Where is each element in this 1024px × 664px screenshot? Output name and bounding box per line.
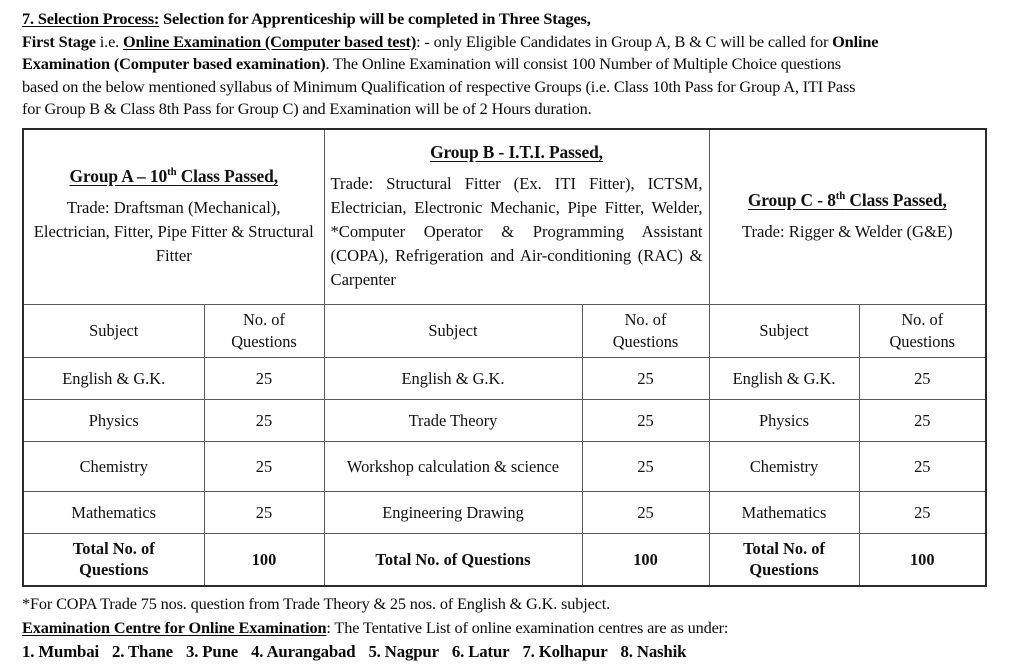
intro-line-5: for Group B & Class 8th Pass for Group C) and Examination will be of 2 Hours duration. <box>22 99 592 119</box>
header-subject-b: Subject <box>324 304 582 357</box>
questions-cell: 25 <box>859 491 986 533</box>
group-c-cell <box>709 129 986 305</box>
questions-cell: 25 <box>582 357 709 399</box>
subject-cell: Mathematics <box>709 491 859 533</box>
section-heading-rest: Selection for Apprenticeship will be completed in Three Stages, <box>159 9 591 28</box>
total-label-a: Total No. of Questions <box>23 533 204 586</box>
table-row <box>23 399 986 441</box>
header-questions-c: No. of Questions <box>859 304 986 357</box>
centre-item: 6. Latur <box>451 641 510 661</box>
intro-line-2 <box>22 31 1002 54</box>
group-a-cell <box>23 129 324 305</box>
group-c-title: Group C - 8th Class Passed, <box>747 189 947 210</box>
questions-cell: 25 <box>859 441 986 491</box>
questions-cell: 25 <box>204 399 324 441</box>
intro-line-4: based on the below mentioned syllabus of Minimum Qualification of respective Groups (i.e. Class 10th Pass for Group A, ITI Pass <box>22 76 856 96</box>
header-subject-a: Subject <box>23 304 204 357</box>
intro-line-2-ie: i.e. <box>95 31 123 51</box>
subject-cell: Physics <box>23 399 204 441</box>
online-examination-link: Online Examination (Computer based test) <box>123 31 417 51</box>
intro-line-2-bold-tail: Online <box>832 31 879 51</box>
intro-line-3 <box>22 53 1002 76</box>
footer-notes <box>22 592 1002 664</box>
centre-item: 5. Nagpur <box>368 641 439 661</box>
total-label-b: Total No. of Questions <box>324 533 582 586</box>
selection-process-paragraph <box>22 8 1002 121</box>
group-a-trades: Trade: Draftsman (Mechanical), Electrician, Fitter, Pipe Fitter & Structural Fitter <box>33 198 314 266</box>
subject-cell: Chemistry <box>709 441 859 491</box>
intro-line-2-text: : - only Eligible Candidates in Group A, B & C will be called for <box>416 31 833 51</box>
totals-row <box>23 533 986 586</box>
group-a-title: Group A – 10th Class Passed, <box>69 165 278 186</box>
centre-item: 1. Mumbai <box>22 641 99 661</box>
group-b-trades: Trade: Structural Fitter (Ex. ITI Fitter), ICTSM, Electrician, Electronic Mechanic, Pipe Fitter, Welder, *Computer Operator & Programming Assistant (COPA), Refrigeration and Air-conditioning (RAC) & Carpenter <box>330 174 703 290</box>
subject-cell: English & G.K. <box>324 357 582 399</box>
table-row <box>23 357 986 399</box>
centre-item: 8. Nashik <box>620 641 687 661</box>
intro-line-1 <box>22 8 1002 31</box>
subject-cell: Trade Theory <box>324 399 582 441</box>
header-questions-b: No. of Questions <box>582 304 709 357</box>
group-a-ordinal-suffix: th <box>167 165 177 178</box>
group-b-cell <box>324 129 709 305</box>
questions-cell: 25 <box>204 441 324 491</box>
total-label-c: Total No. of Questions <box>709 533 859 586</box>
questions-cell: 25 <box>859 399 986 441</box>
centre-item: 4. Aurangabad <box>251 641 356 661</box>
subject-cell: Mathematics <box>23 491 204 533</box>
subject-cell: English & G.K. <box>709 357 859 399</box>
table-row <box>23 491 986 533</box>
column-header-row <box>23 304 986 357</box>
total-value-a: 100 <box>204 533 324 586</box>
questions-cell: 25 <box>582 491 709 533</box>
subject-cell: Physics <box>709 399 859 441</box>
total-value-c: 100 <box>859 533 986 586</box>
group-header-row <box>23 129 986 305</box>
subject-cell: Chemistry <box>23 441 204 491</box>
group-c-ordinal-suffix: th <box>835 189 846 202</box>
group-b-title: Group B - I.T.I. Passed, <box>430 141 603 162</box>
table-row <box>23 441 986 491</box>
header-questions-a: No. of Questions <box>204 304 324 357</box>
questions-cell: 25 <box>859 357 986 399</box>
syllabus-table <box>22 128 987 587</box>
centre-item: 3. Pune <box>185 641 239 661</box>
subject-cell: English & G.K. <box>23 357 204 399</box>
copa-note: *For COPA Trade 75 nos. question from Trade Theory & 25 nos. of English & G.K. subject. <box>22 593 611 613</box>
intro-line-3-bold: Examination (Computer based examination) <box>22 54 326 74</box>
centres-list <box>22 640 1002 664</box>
intro-line-3-text: . The Online Examination will consist 100 Number of Multiple Choice questions <box>325 54 841 74</box>
examination-centre-heading: Examination Centre for Online Examination <box>22 617 327 637</box>
group-c-trades: Trade: Rigger & Welder (G&E) <box>741 222 953 242</box>
examination-centre-line <box>22 616 1002 640</box>
first-stage-label: First Stage <box>22 31 96 51</box>
subject-cell: Engineering Drawing <box>324 491 582 533</box>
header-subject-c: Subject <box>709 304 859 357</box>
centre-item: 2. Thane <box>111 641 173 661</box>
total-value-b: 100 <box>582 533 709 586</box>
questions-cell: 25 <box>204 357 324 399</box>
subject-cell: Workshop calculation & science <box>324 441 582 491</box>
questions-cell: 25 <box>582 399 709 441</box>
questions-cell: 25 <box>582 441 709 491</box>
examination-centre-rest: : The Tentative List of online examination centres are as under: <box>326 617 729 637</box>
questions-cell: 25 <box>204 491 324 533</box>
centre-item: 7. Kolhapur <box>522 641 608 661</box>
section-heading: 7. Selection Process: <box>22 9 160 28</box>
